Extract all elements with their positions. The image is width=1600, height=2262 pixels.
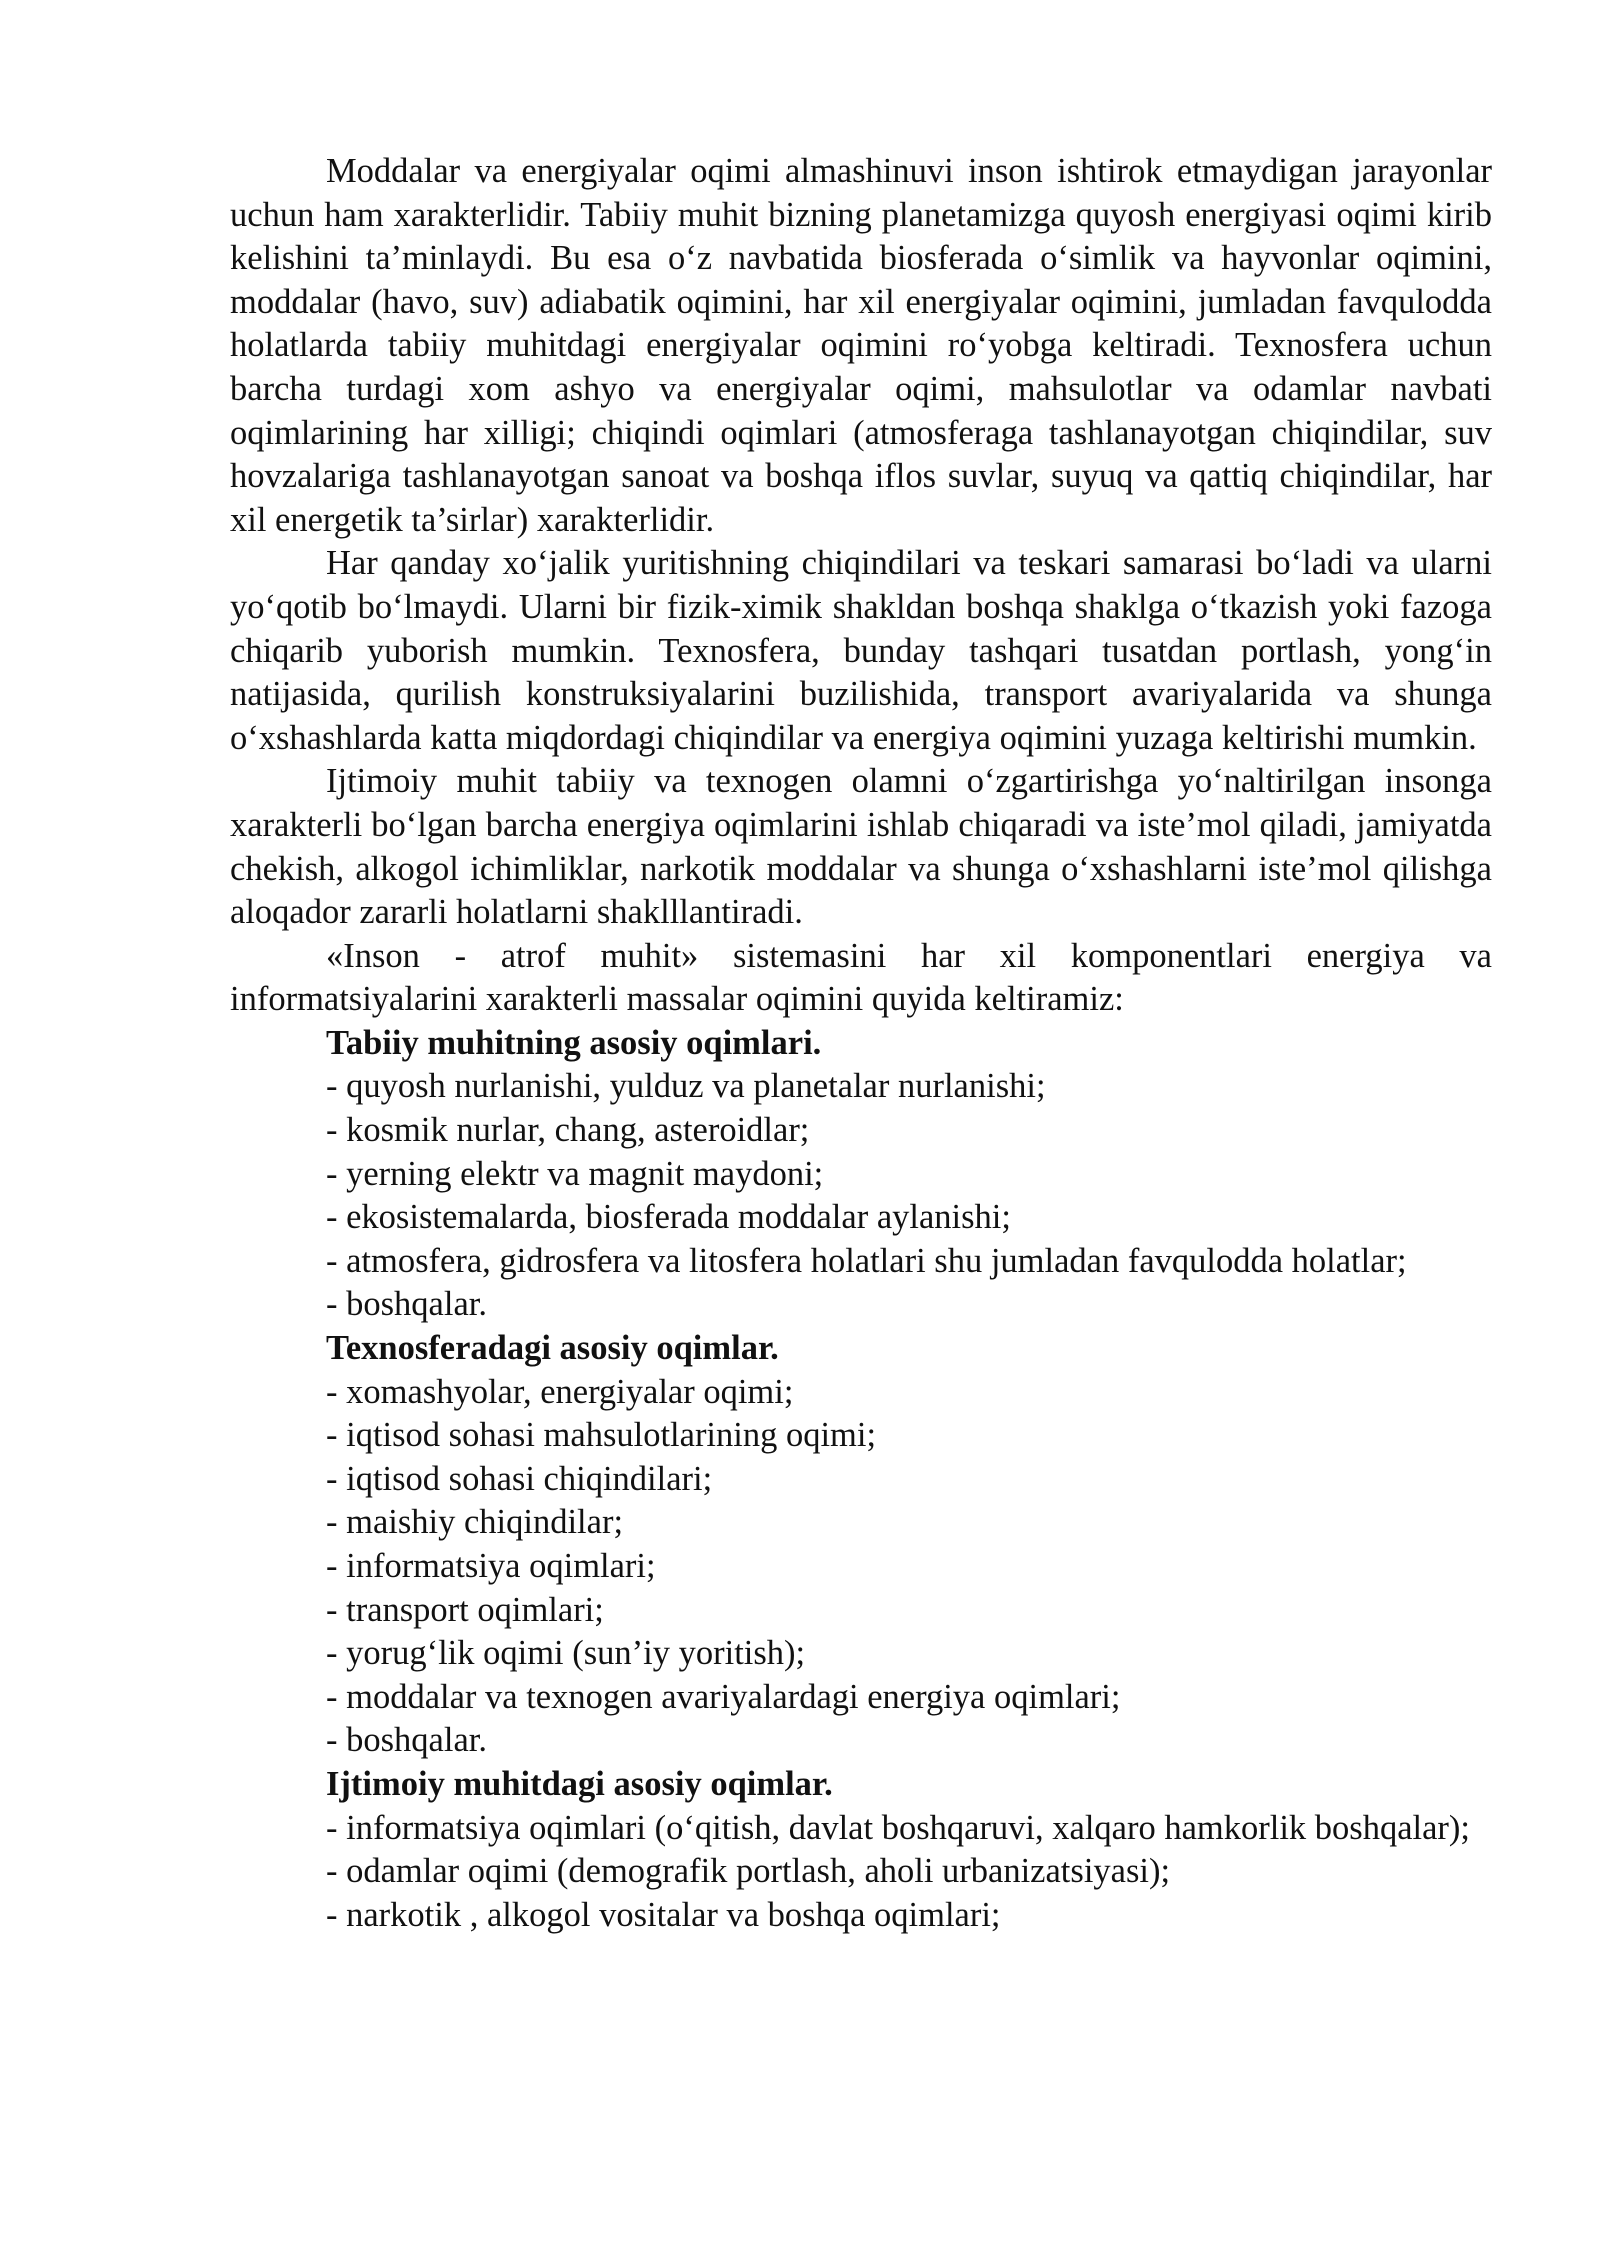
list-item: - iqtisod sohasi chiqindilari; bbox=[326, 1459, 713, 1498]
list-item: - ekosistemalarda, biosferada moddalar aylanishi; bbox=[326, 1198, 1011, 1237]
list-item: - maishiy chiqindilar; bbox=[326, 1503, 624, 1542]
section-social-flows bbox=[230, 1763, 1492, 1937]
paragraph-1: Moddalar va energiyalar oqimi almashinuvi inson ishtirok etmaydigan jarayonlar uchun ham xarakterlidir. Tabiiy muhit bizning planetamizga quyosh energiyasi oqimi kirib kelishini ta’minlaydi. Bu esa o‘z navbatida biosferada o‘simlik va hayvonlar oqimini, moddalar (havo, suv) adiabatik oqimini, har xil energiyalar oqimini, jumladan favqulodda holatlarda tabiiy muhitdagi energiyalar oqimini ro‘yobga keltiradi. Texnosfera uchun barcha turdagi xom ashyo va energiyalar oqimi, mahsulotlar va odamlar navbati oqimlarining har xilligi; chiqindi oqimlari (atmosferaga tashlanayotgan chiqindilar, suv hovzalariga tashlanayotgan sanoat va boshqa iflos suvlar, suyuq va qattiq chiqindilar, har xil energetik ta’sirlar) xarakterlidir. bbox=[230, 152, 1492, 539]
document-page bbox=[230, 150, 1492, 1937]
paragraph-2: Har qanday xo‘jalik yuritishning chiqindilari va teskari samarasi bo‘ladi va ularni yo‘qotib bo‘lmaydi. Ularni bir fizik-ximik shakldan boshqa shaklga o‘tkazish yoki fazoga chiqarib yuborish mumkin. Texnosfera, bunday tashqari tusatdan portlash, yong‘in natijasida, qurilish konstruksiyalarini buzilishida, transport avariyalarida va shunga o‘xshashlarda katta miqdordagi chiqindilar va energiya oqimini yuzaga keltirishi mumkin. bbox=[230, 544, 1492, 757]
list-item: - boshqalar. bbox=[326, 1721, 487, 1760]
paragraph-3: Ijtimoiy muhit tabiiy va texnogen olamni o‘zgartirishga yo‘naltirilgan insonga xarakterli bo‘lgan barcha energiya oqimlarini ishlab chiqaradi va iste’mol qiladi, jamiyatda chekish, alkogol ichimliklar, narkotik moddalar va shunga o‘xshashlarni iste’mol qilishga aloqador zararli holatlarni shaklllantiradi. bbox=[230, 762, 1492, 932]
section-heading: Tabiiy muhitning asosiy oqimlari. bbox=[326, 1023, 822, 1062]
list-item: - boshqalar. bbox=[326, 1285, 487, 1324]
list-item: - atmosfera, gidrosfera va litosfera holatlari shu jumladan favqulodda holatlar; bbox=[326, 1241, 1407, 1280]
list-item: - informatsiya oqimlari; bbox=[326, 1547, 656, 1585]
section-natural-flows bbox=[230, 1022, 1492, 1327]
list-item: - quyosh nurlanishi, yulduz va planetalar nurlanishi; bbox=[326, 1067, 1046, 1106]
list-item: - xomashyolar, energiyalar oqimi; bbox=[326, 1372, 794, 1411]
list-item: - yerning elektr va magnit maydoni; bbox=[326, 1154, 824, 1193]
section-heading: Ijtimoiy muhitdagi asosiy oqimlar. bbox=[326, 1764, 833, 1803]
section-technosphere-flows bbox=[230, 1327, 1492, 1763]
list-item: - odamlar oqimi (demografik portlash, aholi urbanizatsiyasi); bbox=[326, 1852, 1171, 1891]
list-item: - yorug‘lik oqimi (sun’iy yoritish); bbox=[326, 1634, 806, 1673]
list-item: - kosmik nurlar, chang, asteroidlar; bbox=[326, 1111, 810, 1150]
list-item: - narkotik , alkogol vositalar va boshqa oqimlari; bbox=[326, 1895, 1001, 1934]
paragraph-4: «Inson - atrof muhit» sistemasini har xil komponentlari energiya va informatsiyalarini xarakterli massalar oqimini quyida keltiramiz: bbox=[230, 936, 1492, 1019]
list-item: - informatsiya oqimlari (o‘qitish, davlat boshqaruvi, xalqaro hamkorlik boshqalar); bbox=[326, 1808, 1470, 1847]
section-heading: Texnosferadagi asosiy oqimlar. bbox=[326, 1329, 779, 1368]
list-item: - moddalar va texnogen avariyalardagi energiya oqimlari; bbox=[326, 1677, 1121, 1716]
list-item: - iqtisod sohasi mahsulotlarining oqimi; bbox=[326, 1416, 877, 1455]
list-item: - transport oqimlari; bbox=[326, 1590, 604, 1629]
